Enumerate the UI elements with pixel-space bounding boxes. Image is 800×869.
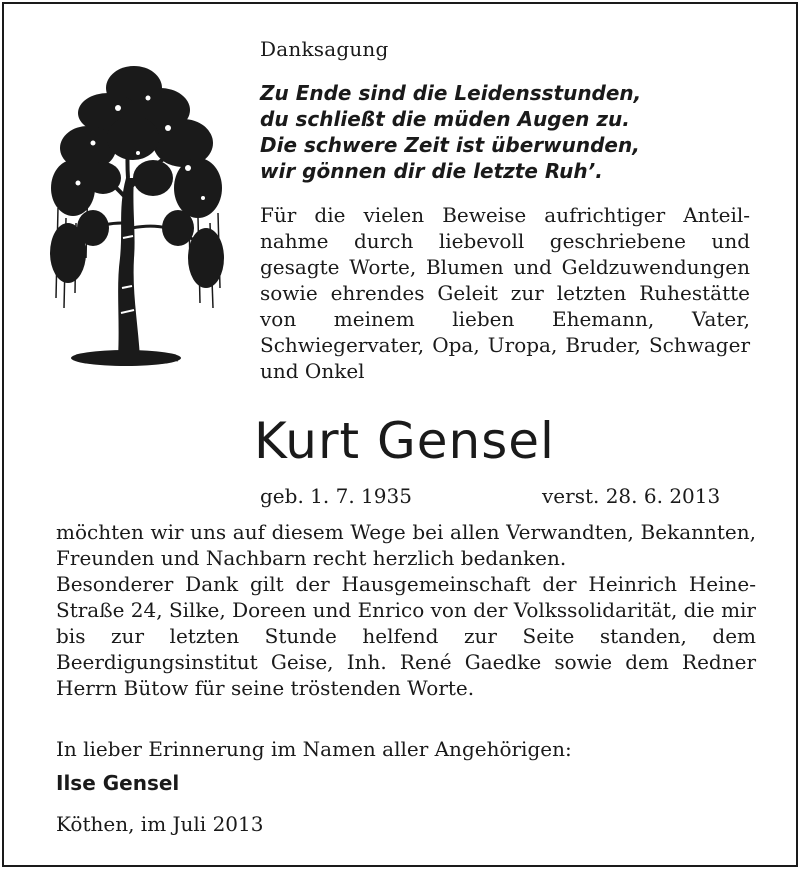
thanks-paragraph: Besonderer Dank gilt der Hausgemeinschaft der Heinrich Heine-Straße 24, Silke, Doreen und Enrico von der Volkssolidarität, die mir bis zur letzten Stunde helfend zur Seite standen, dem Beerdigungsinstitut Geise, Inh. René Gaedke sowie dem Redner Herrn Bütow für seine tröstenden Worte.: [56, 572, 756, 700]
thanks-body: [56, 519, 756, 701]
deceased-name: Kurt Gensel: [254, 412, 555, 470]
closing-line: In lieber Erinnerung im Namen aller Angehörigen:: [56, 737, 572, 761]
place-date: Köthen, im Juli 2013: [56, 812, 264, 836]
intro-paragraph: Für die vielen Beweise aufrichtiger Anteilnahme durch liebevoll geschriebene und gesagte Worte, Blumen und Geldzuwendungen sowie ehrendes Geleit zur letzten Ruhestätte von meinem lieben Ehemann, Vater, Schwiegervater, Opa, Uropa, Bruder, Schwager und Onkel: [260, 203, 750, 383]
verse-line: wir gönnen dir die letzte Ruh’.: [260, 159, 603, 183]
verse-line: du schließt die müden Augen zu.: [260, 107, 630, 131]
thanks-paragraph: möchten wir uns auf diesem Wege bei allen Verwandten, Bekannten, Freunden und Nachbarn recht herzlich bedanken.: [56, 520, 756, 570]
verse-line: Zu Ende sind die Leidensstunden,: [260, 81, 642, 105]
obituary-notice: [2, 2, 798, 867]
birch-tree-icon: [48, 58, 228, 368]
signer-name: Ilse Gensel: [56, 771, 180, 795]
death-date: verst. 28. 6. 2013: [542, 484, 721, 508]
birth-date: geb. 1. 7. 1935: [260, 484, 412, 508]
page-title: Danksagung: [260, 37, 389, 61]
memorial-verse: [260, 80, 780, 184]
verse-line: Die schwere Zeit ist überwunden,: [260, 133, 640, 157]
